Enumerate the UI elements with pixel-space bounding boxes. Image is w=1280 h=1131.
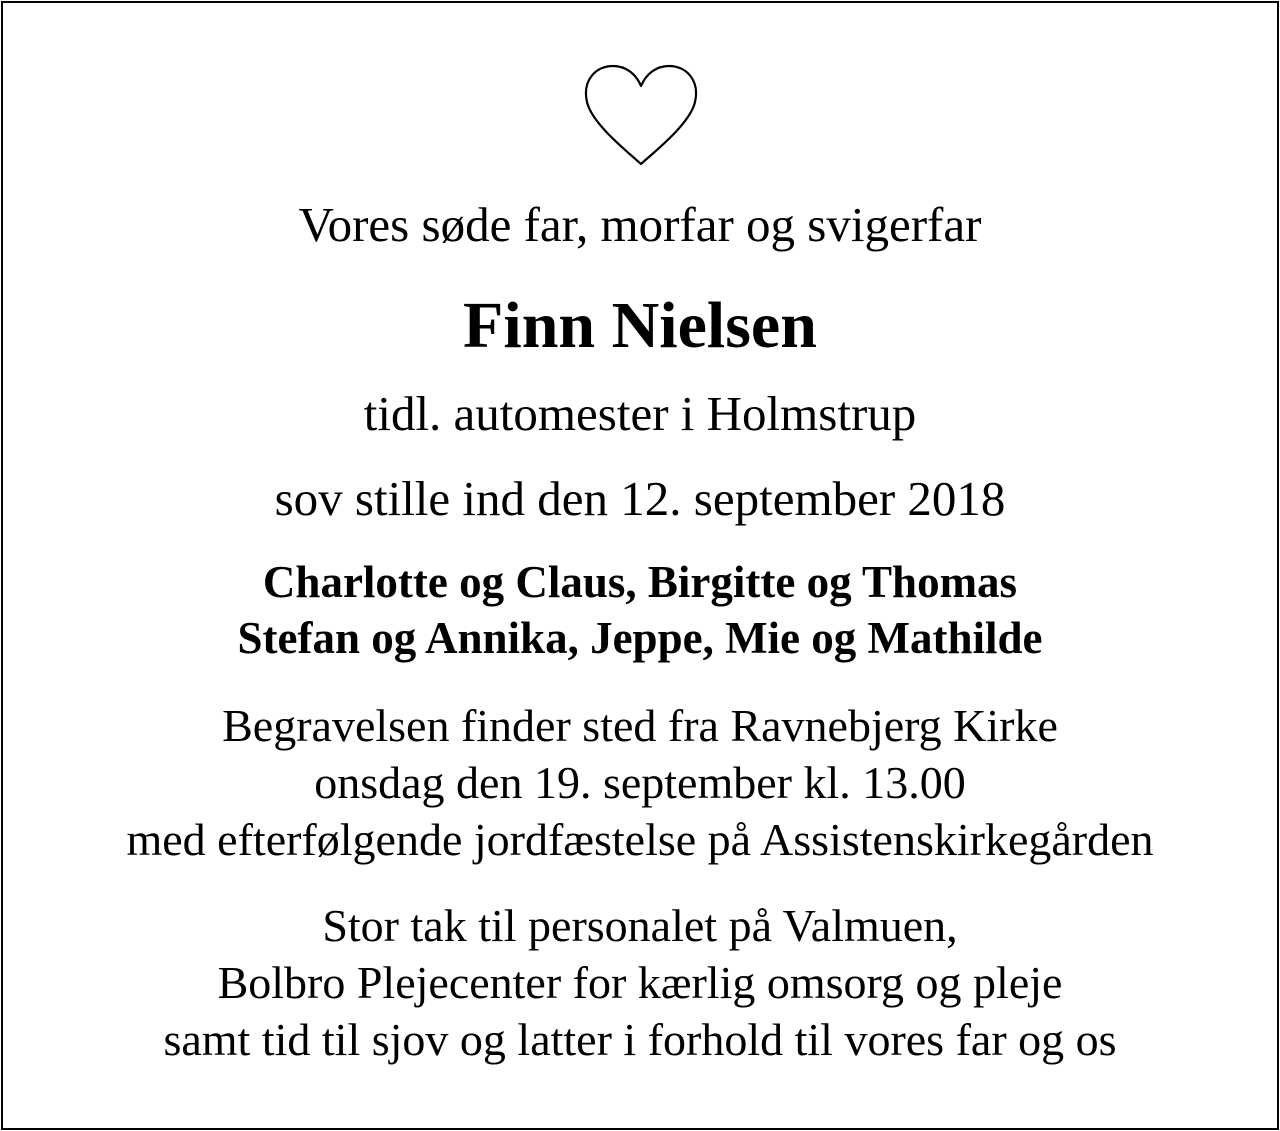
funeral-line: med efterfølgende jordfæstelse på Assistenskirkegården: [126, 814, 1154, 865]
intro-text: Vores søde far, morfar og svigerfar: [298, 197, 982, 252]
funeral-details: [0, 697, 1280, 868]
date-of-death-text: sov stille ind den 12. september 2018: [274, 471, 1006, 526]
occupation-text: tidl. automester i Holmstrup: [363, 386, 917, 441]
thanks-line: Stor tak til personalet på Valmuen,: [322, 900, 958, 951]
family-names: [0, 554, 1280, 666]
deceased-name: Finn Nielsen: [463, 289, 817, 362]
thanks-text: [0, 897, 1280, 1068]
thanks-line: Bolbro Plejecenter for kærlig omsorg og pleje: [217, 957, 1063, 1008]
funeral-line: onsdag den 19. september kl. 13.00: [314, 757, 966, 808]
heart-icon: [582, 62, 700, 168]
thanks-line: samt tid til sjov og latter i forhold til vores far og os: [163, 1014, 1117, 1065]
funeral-line: Begravelsen finder sted fra Ravnebjerg Kirke: [222, 700, 1058, 751]
family-line: Charlotte og Claus, Birgitte og Thomas: [262, 557, 1018, 607]
family-line: Stefan og Annika, Jeppe, Mie og Mathilde: [237, 613, 1043, 663]
